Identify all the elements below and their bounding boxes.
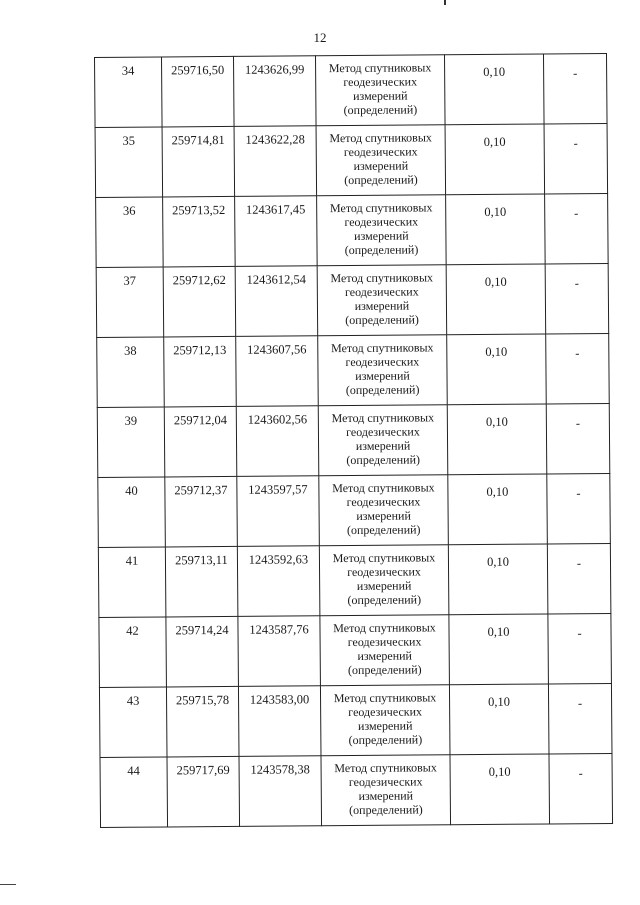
point-number-cell xyxy=(97,407,165,478)
method-cell-text: Метод спутниковых геодезических измерений (определений) xyxy=(331,410,435,468)
description-cell xyxy=(546,403,610,473)
coordinate-x-cell xyxy=(167,756,240,827)
description-cell-text: - xyxy=(578,766,583,781)
table-row xyxy=(99,613,612,687)
coordinate-x-cell xyxy=(163,266,236,337)
method-cell-text: Метод спутниковых геодезических измерений (определений) xyxy=(334,760,437,818)
table-row xyxy=(98,543,611,617)
method-cell xyxy=(317,195,447,266)
coordinate-y-cell-text: 1243612,54 xyxy=(246,272,306,287)
table-row xyxy=(98,473,611,547)
point-number-cell-text: 34 xyxy=(121,63,135,78)
accuracy-cell-text: 0,10 xyxy=(483,134,506,149)
accuracy-cell xyxy=(446,194,546,265)
coordinate-x-cell-text: 259714,24 xyxy=(175,622,229,638)
point-number-cell xyxy=(98,477,166,548)
accuracy-cell xyxy=(445,124,545,195)
coordinates-table-container xyxy=(94,53,613,828)
method-cell-text: Метод спутниковых геодезических измерений (определений) xyxy=(329,130,432,188)
method-cell xyxy=(319,545,449,616)
coordinate-y-cell-text: 1243597,57 xyxy=(248,482,308,497)
method-cell xyxy=(317,265,447,336)
accuracy-cell xyxy=(449,684,549,755)
coordinate-y-cell-text: 1243607,56 xyxy=(247,342,307,357)
point-number-cell xyxy=(98,547,166,618)
accuracy-cell-text: 0,10 xyxy=(488,694,511,709)
description-cell-text: - xyxy=(573,136,578,151)
accuracy-cell xyxy=(447,334,547,405)
coordinate-x-cell xyxy=(165,546,238,617)
description-cell-text: - xyxy=(577,626,582,641)
coordinate-x-cell xyxy=(165,476,238,547)
method-cell xyxy=(318,335,448,406)
point-number-cell xyxy=(95,57,163,128)
accuracy-cell xyxy=(447,404,547,475)
method-cell-text: Метод спутниковых геодезических измерений (определений) xyxy=(329,200,433,258)
table-row xyxy=(99,683,612,757)
table-row xyxy=(100,753,613,827)
coordinate-x-cell-text: 259712,62 xyxy=(172,272,226,288)
accuracy-cell-text: 0,10 xyxy=(483,64,506,79)
coordinate-x-cell-text: 259713,11 xyxy=(175,552,228,568)
table-row xyxy=(97,333,610,407)
point-number-cell-text: 43 xyxy=(126,693,140,708)
description-cell xyxy=(549,753,613,823)
description-cell xyxy=(547,473,611,543)
description-cell xyxy=(545,263,609,333)
accuracy-cell-text: 0,10 xyxy=(486,554,509,569)
coordinate-x-cell xyxy=(163,196,236,267)
coordinate-y-cell-text: 1243583,00 xyxy=(249,692,310,707)
coordinates-table xyxy=(94,53,613,828)
point-number-cell xyxy=(100,757,168,828)
point-number-cell-text: 41 xyxy=(125,553,139,568)
coordinate-y-cell xyxy=(233,56,316,127)
coordinate-y-cell xyxy=(234,126,317,197)
description-cell xyxy=(543,53,607,123)
point-number-cell-text: 42 xyxy=(126,623,139,638)
accuracy-cell xyxy=(448,474,548,545)
description-cell-text: - xyxy=(574,276,579,291)
coordinate-x-cell-text: 259713,52 xyxy=(172,202,226,218)
accuracy-cell xyxy=(446,264,546,335)
point-number-cell xyxy=(97,337,165,408)
coordinate-y-cell xyxy=(235,196,318,267)
scan-edge-mark xyxy=(0,884,16,885)
method-cell xyxy=(321,755,451,826)
coordinate-y-cell xyxy=(237,546,320,617)
method-cell-text: Метод спутниковых геодезических измерений (определений) xyxy=(333,620,436,678)
description-cell-text: - xyxy=(576,556,582,571)
point-number-cell xyxy=(95,127,163,198)
accuracy-cell-text: 0,10 xyxy=(484,274,507,289)
coordinate-y-cell-text: 1243622,28 xyxy=(245,132,305,147)
description-cell xyxy=(546,333,610,403)
accuracy-cell-text: 0,10 xyxy=(485,344,508,359)
method-cell-text: Метод спутниковых геодезических измерений (определений) xyxy=(333,690,437,748)
coordinate-x-cell xyxy=(166,686,239,757)
description-cell xyxy=(548,613,612,683)
coordinate-y-cell xyxy=(238,686,321,757)
coordinate-y-cell-text: 1243617,45 xyxy=(245,202,306,217)
accuracy-cell xyxy=(450,754,550,825)
coordinate-x-cell-text: 259716,50 xyxy=(170,62,225,78)
method-cell xyxy=(318,405,448,476)
table-row xyxy=(96,193,609,267)
coordinate-x-cell-text: 259712,37 xyxy=(174,482,228,498)
accuracy-cell xyxy=(448,544,548,615)
coordinate-y-cell-text: 1243602,56 xyxy=(247,412,308,427)
point-number-cell xyxy=(96,267,164,338)
accuracy-cell-text: 0,10 xyxy=(486,484,509,499)
accuracy-cell-text: 0,10 xyxy=(488,764,511,779)
accuracy-cell-text: 0,10 xyxy=(484,204,507,219)
method-cell-text: Метод спутниковых геодезических измерений (определений) xyxy=(332,480,435,538)
point-number-cell-text: 36 xyxy=(122,203,136,218)
point-number-cell xyxy=(99,687,167,758)
accuracy-cell xyxy=(449,614,549,685)
coordinate-y-cell-text: 1243592,63 xyxy=(248,552,309,567)
coordinate-y-cell xyxy=(236,336,319,407)
point-number-cell-text: 44 xyxy=(127,763,140,778)
description-cell xyxy=(548,683,612,753)
coordinate-y-cell xyxy=(237,476,320,547)
accuracy-cell xyxy=(444,54,544,125)
page-number: 12 xyxy=(313,30,327,45)
coordinate-x-cell xyxy=(162,126,235,197)
method-cell-text: Метод спутниковых геодезических измерений (определений) xyxy=(331,340,434,398)
point-number-cell-text: 35 xyxy=(122,133,135,148)
accuracy-cell-text: 0,10 xyxy=(485,414,508,429)
table-row xyxy=(96,263,609,337)
coordinate-x-cell-text: 259712,13 xyxy=(173,342,227,358)
coordinate-x-cell-text: 259717,69 xyxy=(176,762,230,778)
method-cell xyxy=(315,55,445,126)
coordinate-y-cell xyxy=(239,756,322,827)
description-cell-text: - xyxy=(574,206,579,221)
table-row xyxy=(95,53,608,127)
coordinate-x-cell xyxy=(164,406,237,477)
description-cell xyxy=(544,123,608,193)
coordinate-x-cell xyxy=(166,616,239,687)
description-cell-text: - xyxy=(576,486,581,501)
point-number-cell-text: 40 xyxy=(125,483,138,498)
accuracy-cell-text: 0,10 xyxy=(487,624,510,639)
coordinate-x-cell-text: 259715,78 xyxy=(175,692,230,708)
coordinate-x-cell-text: 259712,04 xyxy=(173,412,227,428)
coordinate-y-cell xyxy=(236,406,319,477)
description-cell xyxy=(547,543,611,613)
point-number-cell-text: 38 xyxy=(124,343,137,358)
description-cell-text: - xyxy=(572,66,578,81)
method-cell-text: Метод спутниковых геодезических измерений (определений) xyxy=(328,60,432,118)
description-cell-text: - xyxy=(575,416,581,431)
coordinate-y-cell-text: 1243626,99 xyxy=(244,62,305,77)
point-number-cell-text: 37 xyxy=(123,273,137,288)
method-cell xyxy=(319,475,449,546)
method-cell-text: Метод спутниковых геодезических измерений (определений) xyxy=(330,270,434,328)
method-cell xyxy=(316,125,446,196)
coordinate-y-cell xyxy=(235,266,318,337)
coordinate-y-cell xyxy=(238,616,321,687)
table-row xyxy=(95,123,608,197)
method-cell xyxy=(320,615,450,686)
coordinate-y-cell-text: 1243587,76 xyxy=(249,622,309,637)
scan-speck xyxy=(444,0,446,5)
point-number-cell xyxy=(96,197,164,268)
method-cell xyxy=(320,685,450,756)
coordinate-x-cell xyxy=(162,56,235,127)
method-cell-text: Метод спутниковых геодезических измерений (определений) xyxy=(332,550,436,608)
table-row xyxy=(97,403,610,477)
coordinate-x-cell-text: 259714,81 xyxy=(171,132,225,148)
point-number-cell xyxy=(99,617,167,688)
description-cell-text: - xyxy=(575,346,580,361)
description-cell-text: - xyxy=(577,696,583,711)
point-number-cell-text: 39 xyxy=(124,413,138,428)
coordinate-y-cell-text: 1243578,38 xyxy=(250,762,310,777)
coordinate-x-cell xyxy=(164,336,237,407)
description-cell xyxy=(545,193,609,263)
